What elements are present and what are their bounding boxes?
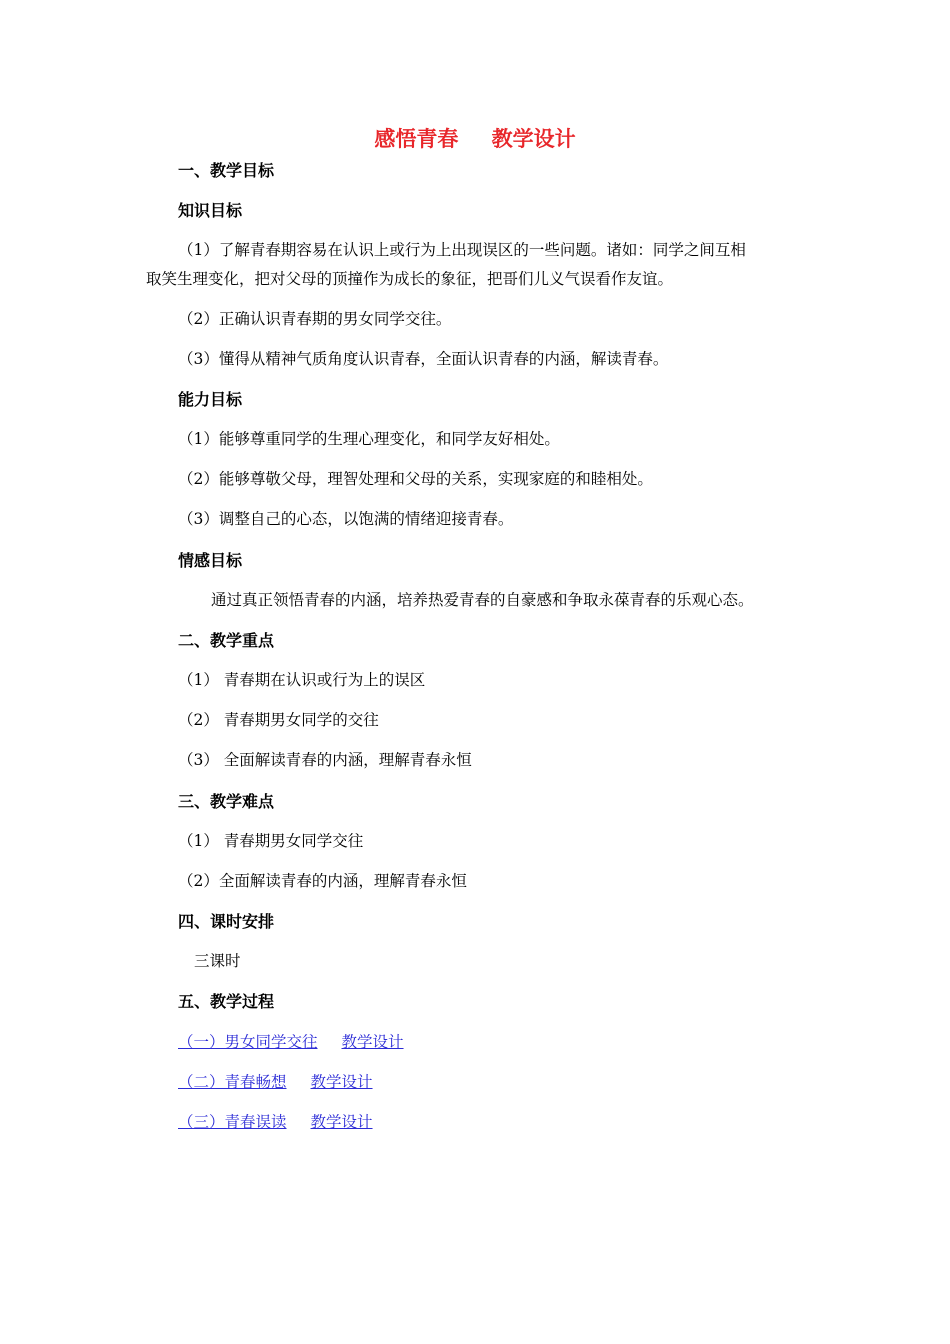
ability-item-2: （2）能够尊敬父母，理智处理和父母的关系，实现家庭的和睦相处。 bbox=[178, 470, 653, 488]
section-process-heading: 五、教学过程 bbox=[178, 992, 275, 1011]
key-point-2: （2） 青春期男女同学的交往 bbox=[178, 711, 379, 729]
knowledge-item-2: （2）正确认识青春期的男女同学交往。 bbox=[178, 310, 452, 328]
lesson-link-3-title[interactable]: （三）青春误读 bbox=[178, 1113, 287, 1131]
difficulty-2: （2）全面解读青春的内涵，理解青春永恒 bbox=[178, 872, 467, 890]
lesson-link-1[interactable] bbox=[178, 1030, 404, 1052]
emotion-item-1: 通过真正领悟青春的内涵，培养热爱青春的自豪感和争取永葆青春的乐观心态。 bbox=[211, 591, 754, 609]
lesson-link-2-design[interactable]: 教学设计 bbox=[310, 1073, 373, 1091]
key-point-3: （3） 全面解读青春的内涵，理解青春永恒 bbox=[178, 751, 472, 769]
ability-objectives-heading: 能力目标 bbox=[178, 390, 243, 409]
knowledge-item-1-line-1: （1）了解青春期容易在认识上或行为上出现误区的一些问题。诸如：同学之间互相 bbox=[178, 241, 746, 259]
knowledge-objectives-heading: 知识目标 bbox=[178, 201, 243, 220]
section-key-points-heading: 二、教学重点 bbox=[178, 631, 275, 650]
difficulty-1: （1） 青春期男女同学交往 bbox=[178, 832, 364, 850]
lesson-link-2-title[interactable]: （二）青春畅想 bbox=[178, 1073, 287, 1091]
key-point-1: （1） 青春期在认识或行为上的误区 bbox=[178, 671, 426, 689]
lesson-link-1-design[interactable]: 教学设计 bbox=[341, 1033, 404, 1051]
section-difficulties-heading: 三、教学难点 bbox=[178, 792, 275, 811]
lesson-link-2[interactable] bbox=[178, 1070, 373, 1092]
lesson-link-1-title[interactable]: （一）男女同学交往 bbox=[178, 1033, 318, 1051]
emotion-objectives-heading: 情感目标 bbox=[178, 551, 243, 570]
section-objectives-heading: 一、教学目标 bbox=[178, 161, 275, 180]
knowledge-item-3: （3）懂得从精神气质角度认识青春，全面认识青春的内涵，解读青春。 bbox=[178, 350, 669, 368]
knowledge-item-1-line-2: 取笑生理变化，把对父母的顶撞作为成长的象征，把哥们儿义气误看作友谊。 bbox=[146, 270, 674, 288]
lesson-link-3[interactable] bbox=[178, 1110, 373, 1132]
ability-item-1: （1）能够尊重同学的生理心理变化，和同学友好相处。 bbox=[178, 430, 560, 448]
ability-item-3: （3）调整自己的心态，以饱满的情绪迎接青春。 bbox=[178, 510, 514, 528]
section-schedule-heading: 四、课时安排 bbox=[178, 912, 275, 931]
document-title: 感悟青春 教学设计 bbox=[374, 127, 576, 151]
lesson-link-3-design[interactable]: 教学设计 bbox=[310, 1113, 373, 1131]
class-hours: 三课时 bbox=[194, 952, 241, 970]
